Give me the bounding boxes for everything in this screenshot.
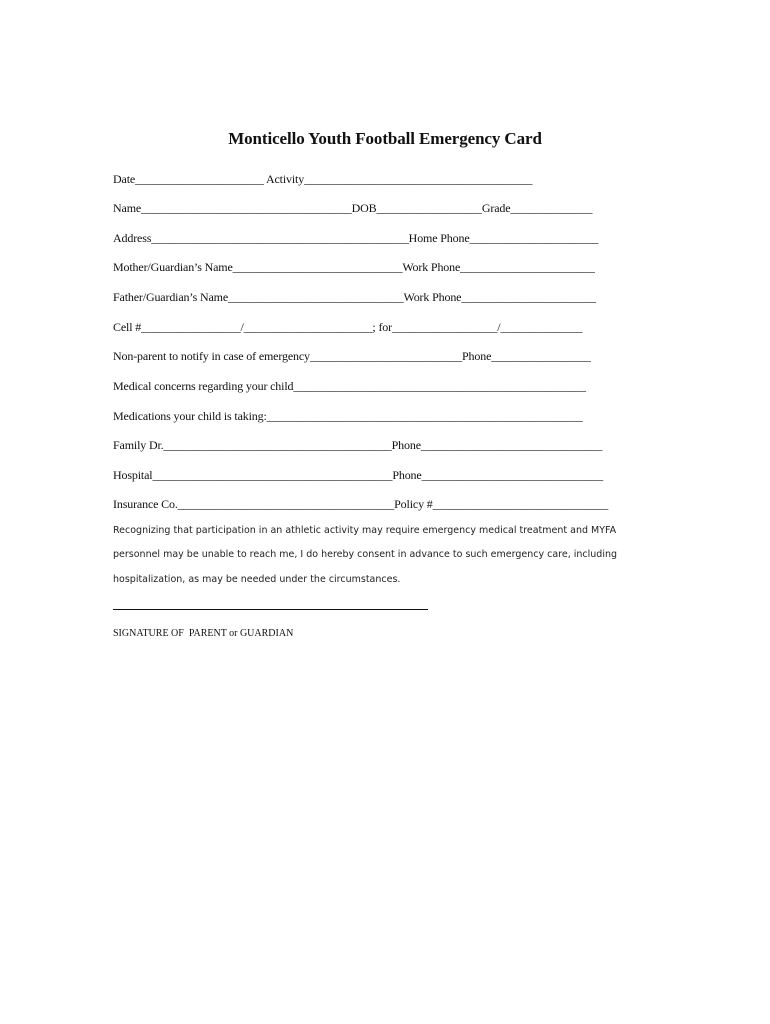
medications-field[interactable]: Medications your child is taking:______________________________________________________ [113, 409, 583, 423]
hospital-field[interactable]: Hospital_________________________________________Phone_______________________________ [113, 468, 603, 482]
consent-text-line: hospitalization, as may be needed under the circumstances. [113, 574, 401, 585]
date-activity-field[interactable]: Date______________________ Activity_______________________________________ [113, 172, 533, 186]
consent-text-line: Recognizing that participation in an athletic activity may require emergency medical treatment and MYFA [113, 525, 617, 536]
page-title: Monticello Youth Football Emergency Card [228, 129, 542, 148]
insurance-field[interactable]: Insurance Co._____________________________________Policy #______________________________ [113, 497, 609, 511]
cell-field[interactable]: Cell #_________________/______________________; for__________________/______________ [113, 320, 583, 334]
signature-label: SIGNATURE OF PARENT or GUARDIAN [113, 628, 294, 639]
family-doctor-field[interactable]: Family Dr._______________________________________Phone_______________________________ [113, 438, 603, 452]
signature-line[interactable] [113, 609, 428, 610]
emergency-contact-field[interactable]: Non-parent to notify in case of emergency__________________________Phone_________________ [113, 349, 591, 363]
address-home-phone-field[interactable]: Address____________________________________________Home Phone______________________ [113, 231, 599, 245]
medical-concerns-field[interactable]: Medical concerns regarding your child__________________________________________________ [113, 379, 586, 393]
mother-guardian-field[interactable]: Mother/Guardian’s Name_____________________________Work Phone_______________________ [113, 260, 595, 274]
father-guardian-field[interactable]: Father/Guardian’s Name______________________________Work Phone_______________________ [113, 290, 596, 304]
consent-text-line: personnel may be unable to reach me, I do hereby consent in advance to such emergency care, including [113, 549, 618, 560]
name-dob-grade-field[interactable]: Name____________________________________DOB__________________Grade______________ [113, 201, 593, 215]
